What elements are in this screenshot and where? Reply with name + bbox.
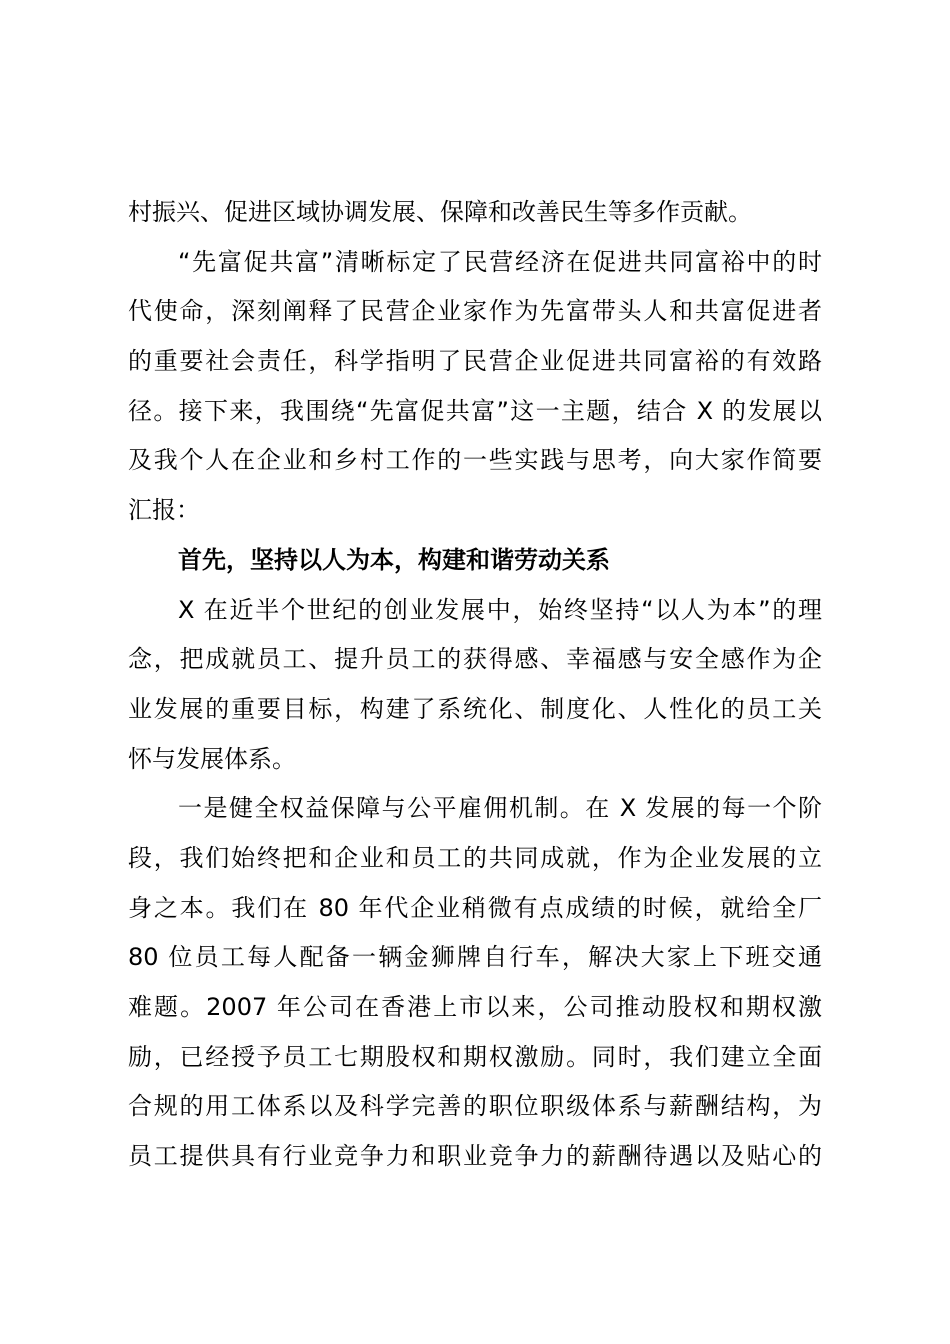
text-line: 的重要社会责任，科学指明了民营企业促进共同富裕的有效路	[128, 347, 822, 376]
text-line: 怀与发展体系。	[128, 744, 296, 773]
text-line: 员工提供具有行业竞争力和职业竞争力的薪酬待遇以及贴心的	[128, 1142, 822, 1171]
text-line: 难题。2007 年公司在香港上市以来，公司推动股权和期权激	[128, 993, 822, 1021]
text-line: 首先，坚持以人为本，构建和谐劳动关系	[178, 545, 610, 574]
text-line: 业发展的重要目标，构建了系统化、制度化、人性化的员工关	[128, 694, 822, 723]
text-line: 段，我们始终把和企业和员工的共同成就，作为企业发展的立	[128, 843, 822, 872]
text-line: 代使命，深刻阐释了民营企业家作为先富带头人和共富促进者	[128, 297, 822, 326]
text-line: X 在近半个世纪的创业发展中，始终坚持“以人为本”的理	[178, 595, 822, 624]
paragraph	[128, 784, 822, 1182]
text-line: 80 位员工每人配备一辆金狮牌自行车，解决大家上下班交通	[128, 943, 822, 972]
section-heading	[128, 536, 822, 586]
text-line: “先富促共富”清晰标定了民营经济在促进共同富裕中的时	[178, 247, 822, 276]
text-line: 励，已经授予员工七期股权和期权激励。同时，我们建立全面	[128, 1042, 822, 1071]
document-body	[128, 188, 822, 1182]
paragraph	[128, 188, 822, 238]
text-line: 及我个人在企业和乡村工作的一些实践与思考，向大家作简要	[128, 446, 822, 475]
text-line: 汇报：	[128, 496, 200, 525]
text-line: 村振兴、促进区域协调发展、保障和改善民生等多作贡献。	[128, 198, 752, 226]
text-line: 念，把成就员工、提升员工的获得感、幸福感与安全感作为企	[128, 645, 822, 674]
text-line: 合规的用工体系以及科学完善的职位职级体系与薪酬结构，为	[128, 1092, 822, 1121]
text-line: 一是健全权益保障与公平雇佣机制。在 X 发展的每一个阶	[178, 794, 822, 823]
paragraph	[128, 238, 822, 536]
paragraph	[128, 586, 822, 785]
text-line: 身之本。我们在 80 年代企业稍微有点成绩的时候，就给全厂	[128, 893, 822, 922]
text-line: 径。接下来，我围绕“先富促共富”这一主题，结合 X 的发展以	[128, 396, 822, 425]
